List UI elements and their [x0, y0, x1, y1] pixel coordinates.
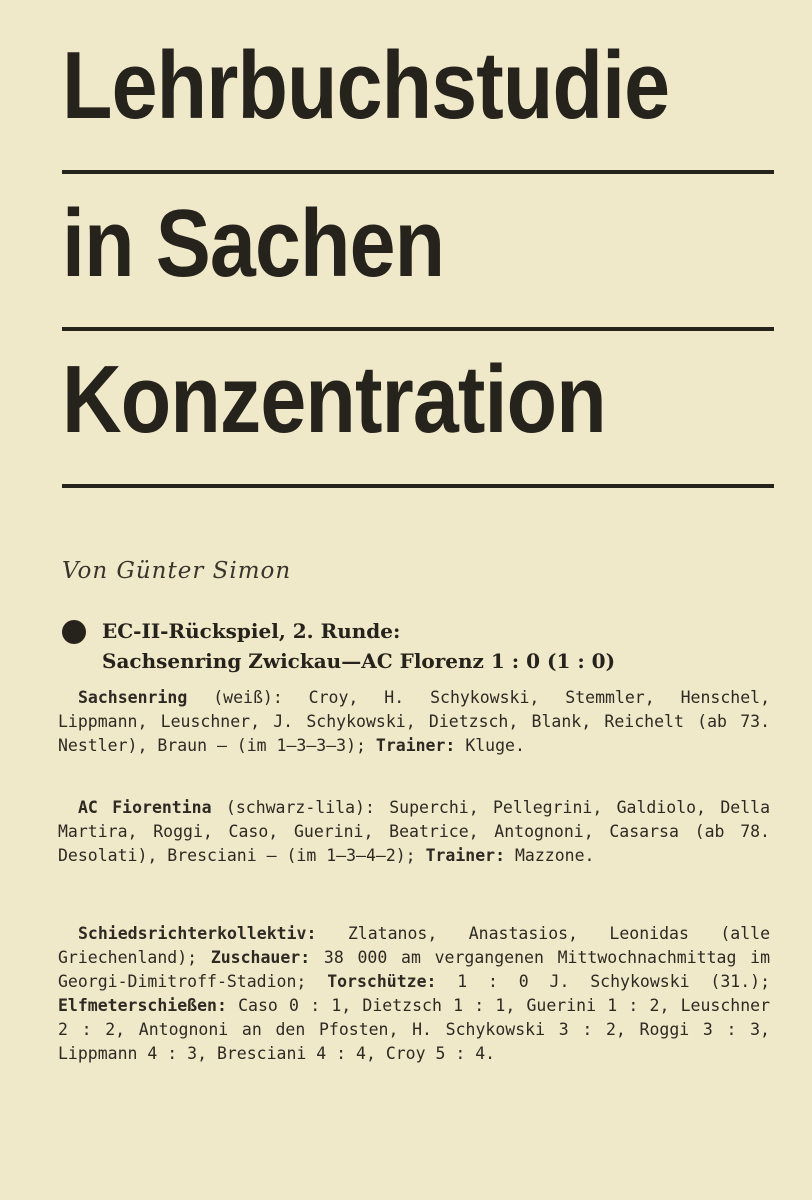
match-result: Sachsenring Zwickau—AC Florenz 1 : 0 (1 : 0): [102, 649, 616, 673]
attendance: 38 000 am vergangenen Mittwochnachmittag im Georgi-Dimitroff-Stadion;: [58, 948, 771, 991]
headline-line-3: Konzentration: [62, 346, 606, 453]
bullet-icon: [62, 620, 86, 644]
team-name: AC Fiorentina: [78, 798, 212, 817]
trainer-label: Trainer:: [425, 846, 506, 865]
headline-rule: [62, 484, 774, 488]
team-lineup: (schwarz-lila): Superchi, Pellegrini, Galdiolo, Della Martira, Roggi, Caso, Guerini, Beatrice, Antognoni, Casarsa (ab 78. Desolati), Bresciani — (im 1—3—4—2);: [58, 798, 770, 865]
trainer-label: Trainer:: [375, 736, 456, 755]
officials-label: Schiedsrichterkollektiv:: [78, 924, 317, 943]
scorer-label: Torschütze:: [327, 972, 437, 991]
byline: Von Günter Simon: [62, 558, 292, 584]
match-header: [102, 616, 782, 676]
headline-rule: [62, 327, 774, 331]
headline-line-1: Lehrbuchstudie: [62, 32, 670, 139]
team-lineup-fiorentina: [58, 796, 770, 868]
team-name: Sachsenring: [78, 688, 188, 707]
team-lineup: (weiß): Croy, H. Schykowski, Stemmler, Henschel, Lippmann, Leuschner, J. Schykowski, Dietzsch, Blank, Reichelt (ab 73. Nestler), Braun — (im 1—3—3—3);: [58, 688, 771, 755]
attendance-label: Zuschauer:: [210, 948, 311, 967]
match-officials: [58, 922, 770, 1066]
headline-line-2: in Sachen: [62, 190, 445, 297]
team-lineup-sachsenring: [58, 686, 770, 758]
trainer-name: Mazzone.: [514, 846, 595, 865]
scorer: 1 : 0 J. Schykowski (31.);: [457, 972, 771, 991]
match-round: EC-II-Rückspiel, 2. Runde:: [102, 619, 401, 643]
shootout: Caso 0 : 1, Dietzsch 1 : 1, Guerini 1 : 2, Leuschner 2 : 2, Antognoni an den Pfosten, H. Schykowski 3 : 2, Roggi 3 : 3, Lippmann 4 : 3, Bresciani 4 : 4, Croy 5 : 4.: [58, 996, 771, 1063]
headline-rule: [62, 170, 774, 174]
shootout-label: Elfmeterschießen:: [58, 996, 227, 1015]
trainer-name: Kluge.: [465, 736, 525, 755]
referees: Zlatanos, Anastasios, Leonidas (alle Griechenland);: [58, 924, 771, 967]
